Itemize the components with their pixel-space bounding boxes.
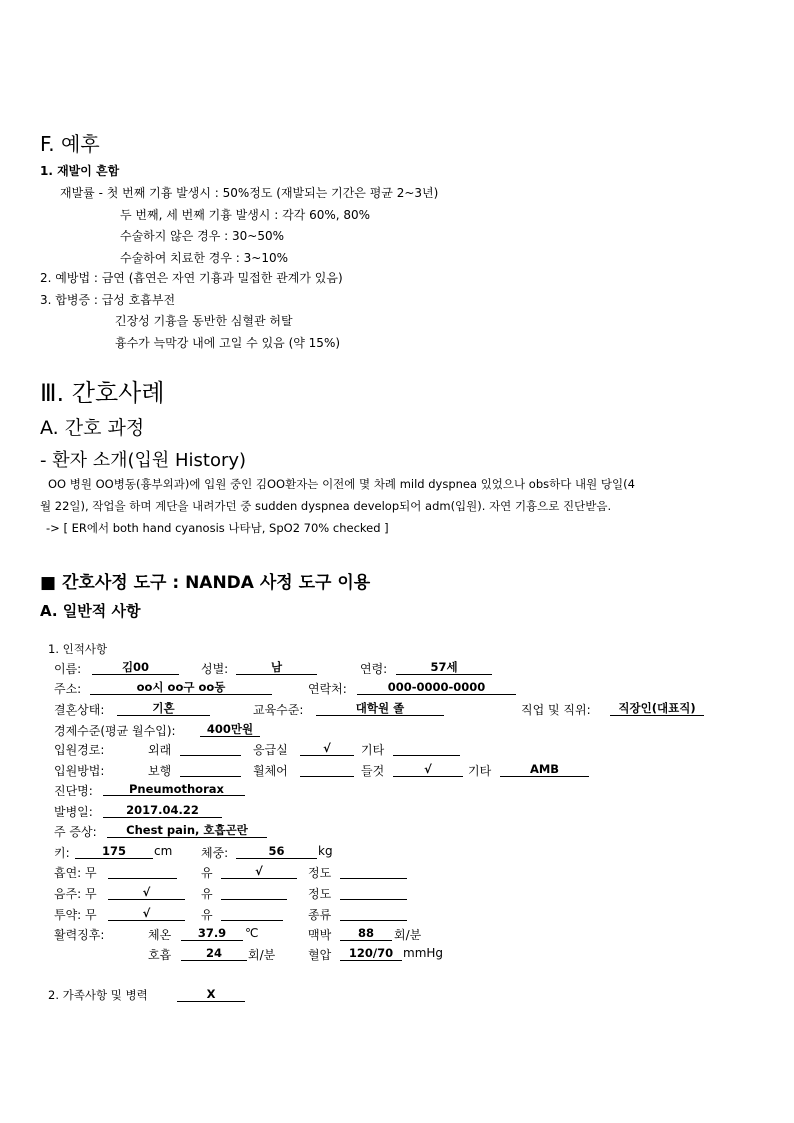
case-heading: Ⅲ. 간호사례 — [40, 379, 165, 407]
admission-method-label: 입원방법: — [54, 764, 105, 778]
route-er-field: √ — [300, 741, 354, 756]
contact-label: 연락처: — [308, 682, 347, 696]
weight-unit: kg — [318, 844, 333, 858]
temperature-unit: ℃ — [245, 926, 259, 940]
method-walk-field — [180, 762, 241, 777]
prognosis-item3-line3: 흉수가 늑막강 내에 고일 수 있음 (약 15%) — [115, 336, 341, 350]
respiration-unit: 회/분 — [248, 948, 276, 962]
drinking-yes-label: 유 — [201, 887, 213, 901]
diagnosis-label: 진단명: — [54, 784, 93, 798]
smoking-label: 흡연: 무 — [54, 866, 97, 880]
medication-label: 투약: 무 — [54, 908, 97, 922]
contact-field: 000-0000-0000 — [357, 680, 516, 695]
prognosis-item3: 3. 합병증 : 급성 호흡부전 — [40, 293, 176, 307]
age-label: 연령: — [360, 662, 388, 676]
address-field: oo시 oo구 oo동 — [90, 680, 272, 695]
general-heading: A. 일반적 사항 — [40, 602, 141, 620]
weight-field: 56 — [236, 844, 317, 859]
drinking-no-field: √ — [108, 885, 185, 900]
pulse-unit: 회/분 — [394, 928, 422, 942]
route-opd-label: 외래 — [148, 743, 172, 757]
education-field: 대학원 졸 — [316, 701, 444, 716]
blood-pressure-label: 혈압 — [308, 948, 332, 962]
weight-label: 체중: — [201, 846, 229, 860]
height-field: 175 — [75, 844, 153, 859]
name-field: 김00 — [92, 660, 179, 675]
drinking-yes-field — [221, 885, 287, 900]
case-paragraph-line1: OO 병원 OO병동(흉부외과)에 입원 중인 김OO환자는 이전에 몇 차례 mild dyspnea 있었으나 obs하다 내원 당일(4 — [48, 477, 635, 491]
prognosis-item1-line1: 재발률 - 첫 번째 기흉 발생시 : 50%정도 (재발되는 기간은 평균 2~3년) — [60, 186, 439, 200]
smoking-no-field — [108, 864, 177, 879]
onset-label: 발병일: — [54, 805, 93, 819]
smoking-degree-field — [340, 864, 407, 879]
sex-label: 성별: — [201, 662, 229, 676]
name-label: 이름: — [54, 662, 82, 676]
patient-intro-heading: - 환자 소개(입원 History) — [40, 450, 247, 471]
method-etc-label: 기타 — [468, 764, 492, 778]
smoking-yes-field: √ — [221, 864, 297, 879]
prognosis-item1-title: 1. 재발이 흔함 — [40, 164, 120, 178]
smoking-yes-label: 유 — [201, 866, 213, 880]
blood-pressure-field: 120/70 — [340, 946, 402, 961]
age-field: 57세 — [396, 660, 492, 675]
case-subheading: A. 간호 과정 — [40, 417, 145, 439]
income-field: 400만원 — [200, 722, 260, 737]
drinking-degree-field — [340, 885, 407, 900]
case-paragraph-line3: -> [ ER에서 both hand cyanosis 나타남, SpO2 70% checked ] — [46, 521, 389, 535]
address-label: 주소: — [54, 682, 82, 696]
onset-field: 2017.04.22 — [103, 803, 222, 818]
job-label: 직업 및 직위: — [521, 703, 591, 717]
temperature-field: 37.9 — [181, 926, 243, 941]
medication-kind-label: 종류 — [308, 908, 332, 922]
prognosis-item1-line3: 수술하지 않은 경우 : 30~50% — [120, 229, 285, 243]
admission-route-label: 입원경로: — [54, 743, 105, 757]
prognosis-item1-line2: 두 번째, 세 번째 기흉 발생시 : 각각 60%, 80% — [120, 208, 371, 222]
medication-yes-label: 유 — [201, 908, 213, 922]
family-history-title: 2. 가족사항 및 병력 — [48, 988, 148, 1002]
prognosis-item3-line2: 긴장성 기흉을 동반한 심혈관 허탈 — [115, 314, 293, 328]
method-stretcher-field: √ — [393, 762, 463, 777]
pulse-label: 맥박 — [308, 928, 332, 942]
medication-kind-field — [340, 906, 407, 921]
method-etc-field: AMB — [500, 762, 589, 777]
marital-field: 기혼 — [117, 701, 210, 716]
chief-complaint-field: Chest pain, 호흡곤란 — [107, 823, 267, 838]
drinking-degree-label: 정도 — [308, 887, 332, 901]
height-unit: cm — [154, 844, 173, 858]
nanda-heading: ■ 간호사정 도구 : NANDA 사정 도구 이용 — [40, 573, 371, 593]
method-wheelchair-field — [300, 762, 354, 777]
sex-field: 남 — [236, 660, 317, 675]
method-walk-label: 보행 — [148, 764, 172, 778]
route-er-label: 응급실 — [253, 743, 288, 757]
respiration-field: 24 — [181, 946, 247, 961]
drinking-label: 음주: 무 — [54, 887, 97, 901]
method-wheelchair-label: 휠체어 — [253, 764, 288, 778]
prognosis-item1-line4: 수술하여 치료한 경우 : 3~10% — [120, 251, 288, 265]
job-field: 직장인(대표직) — [610, 701, 704, 716]
respiration-label: 호흡 — [148, 948, 172, 962]
route-opd-field — [180, 741, 241, 756]
chief-complaint-label: 주 증상: — [54, 825, 97, 839]
route-etc-field — [393, 741, 460, 756]
blood-pressure-unit: mmHg — [403, 946, 444, 960]
family-history-field: X — [177, 987, 245, 1002]
method-stretcher-label: 들것 — [361, 764, 385, 778]
medication-no-field: √ — [108, 906, 185, 921]
prognosis-item2: 2. 예방법 : 금연 (흡연은 자연 기흉과 밀접한 관계가 있음) — [40, 271, 343, 285]
vitals-label: 활력징후: — [54, 928, 105, 942]
marital-label: 결혼상태: — [54, 703, 105, 717]
height-label: 키: — [54, 846, 70, 860]
prognosis-heading: F. 예후 — [40, 132, 100, 156]
pulse-field: 88 — [340, 926, 392, 941]
case-paragraph-line2: 월 22일), 작업을 하며 계단을 내려가던 중 sudden dyspnea develop되어 adm(입원). 자연 기흉으로 진단받음. — [40, 499, 612, 513]
temperature-label: 체온 — [148, 928, 172, 942]
smoking-degree-label: 정도 — [308, 866, 332, 880]
route-etc-label: 기타 — [361, 743, 385, 757]
income-label: 경제수준(평균 월수입): — [54, 724, 176, 738]
personal-info-title: 1. 인적사항 — [48, 642, 108, 656]
medication-yes-field — [221, 906, 283, 921]
diagnosis-field: Pneumothorax — [103, 782, 245, 796]
education-label: 교육수준: — [253, 703, 304, 717]
